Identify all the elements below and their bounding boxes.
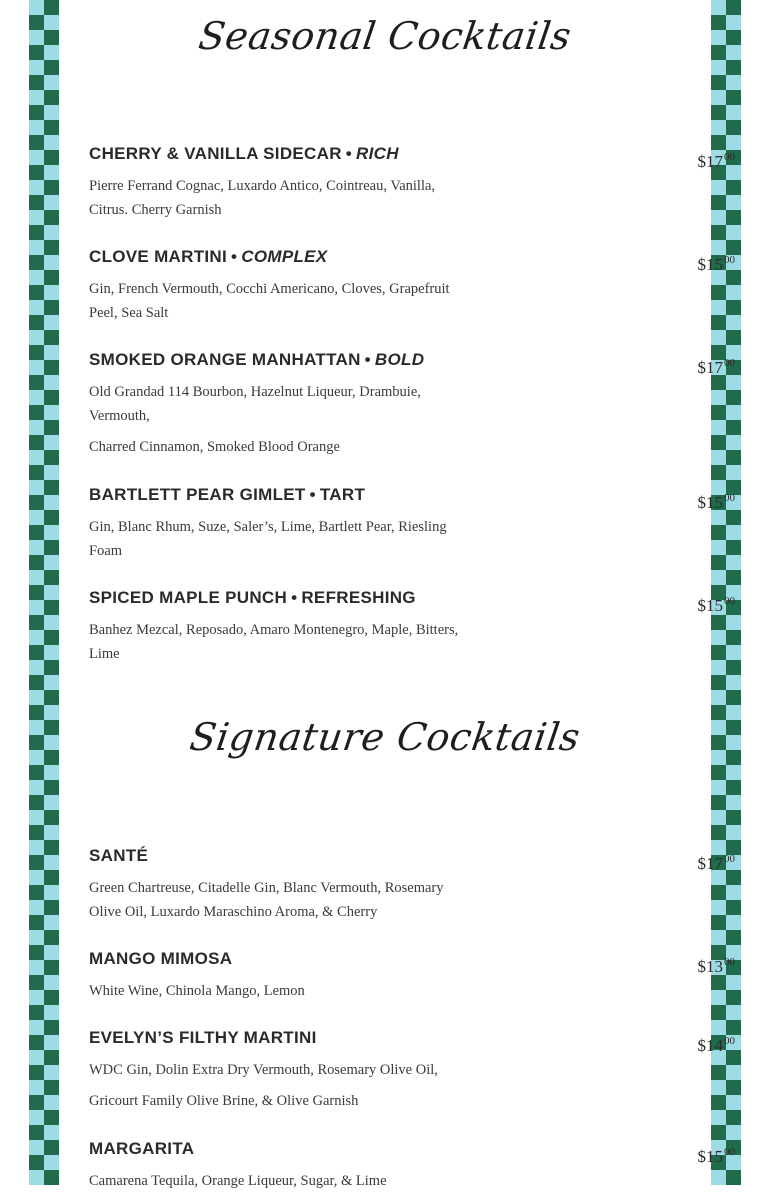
item-price: $\$17^{00}$ (697, 151, 735, 171)
menu-item (89, 586, 735, 666)
item-description: WDC Gin, Dolin Extra Dry Vermouth, Rosemary Olive Oil, (89, 1062, 438, 1078)
section-title-seasonal: Seasonal Cocktails (195, 14, 575, 58)
item-name: SPICED MAPLE PUNCH • REFRESHING (89, 588, 416, 607)
item-name: CLOVE MARTINI • COMPLEX (89, 247, 328, 266)
item-name: MARGARITA (89, 1139, 195, 1158)
item-price: $\$17^{00}$ (697, 357, 735, 377)
item-style: TART (319, 485, 366, 504)
menu-item (89, 947, 735, 1003)
item-price: $\$14^{00}$ (697, 1035, 735, 1055)
item-style: COMPLEX (241, 247, 328, 266)
item-price: $\$15^{00}$ (697, 254, 735, 274)
menu-item (89, 245, 735, 325)
item-description: Gin, Blanc Rhum, Suze, Saler’s, Lime, Bartlett Pear, Riesling Foam (89, 519, 447, 559)
checkered-border-left (29, 0, 59, 1185)
section-title-signature: Signature Cocktails (187, 715, 583, 759)
item-description: Camarena Tequila, Orange Liqueur, Sugar, & Lime (89, 1173, 387, 1189)
item-description: White Wine, Chinola Mango, Lemon (89, 983, 305, 999)
item-style: RICH (356, 144, 399, 163)
item-price: $\$15^{00}$ (697, 492, 735, 512)
item-price: $\$17^{00}$ (697, 853, 735, 873)
item-name: SMOKED ORANGE MANHATTAN • BOLD (89, 350, 425, 369)
menu-item (89, 483, 735, 563)
item-style: BOLD (374, 350, 425, 369)
menu-item (89, 348, 735, 459)
item-name: CHERRY & VANILLA SIDECAR • RICH (89, 144, 399, 163)
menu-item (89, 1026, 735, 1113)
item-price: $\$13^{00}$ (697, 956, 735, 976)
item-description: Green Chartreuse, Citadelle Gin, Blanc Vermouth, Rosemary Olive Oil, Luxardo Maraschino Aroma, & Cherry (89, 880, 444, 920)
item-description: Banhez Mezcal, Reposado, Amaro Montenegro, Maple, Bitters, Lime (89, 622, 459, 662)
item-description: Old Grandad 114 Bourbon, Hazelnut Liqueur, Drambuie, Vermouth, (89, 384, 421, 424)
item-name: BARTLETT PEAR GIMLET • TART (89, 485, 366, 504)
item-description: Gin, French Vermouth, Cocchi Americano, Cloves, Grapefruit Peel, Sea Salt (89, 281, 450, 321)
item-name: MANGO MIMOSA (89, 949, 233, 968)
menu-item (89, 142, 735, 222)
item-style: REFRESHING (301, 588, 416, 607)
item-description: Pierre Ferrand Cognac, Luxardo Antico, Cointreau, Vanilla, Citrus. Cherry Garnish (89, 178, 436, 218)
item-price: $\$15^{00}$ (697, 1146, 735, 1166)
item-name: SANTÉ (89, 846, 149, 865)
item-name: EVELYN’S FILTHY MARTINI (89, 1028, 317, 1047)
menu-item (89, 844, 735, 924)
item-price: $\$15^{00}$ (697, 595, 735, 615)
item-description-line2: Charred Cinnamon, Smoked Blood Orange (89, 439, 340, 455)
item-description-line2: Gricourt Family Olive Brine, & Olive Garnish (89, 1093, 359, 1109)
